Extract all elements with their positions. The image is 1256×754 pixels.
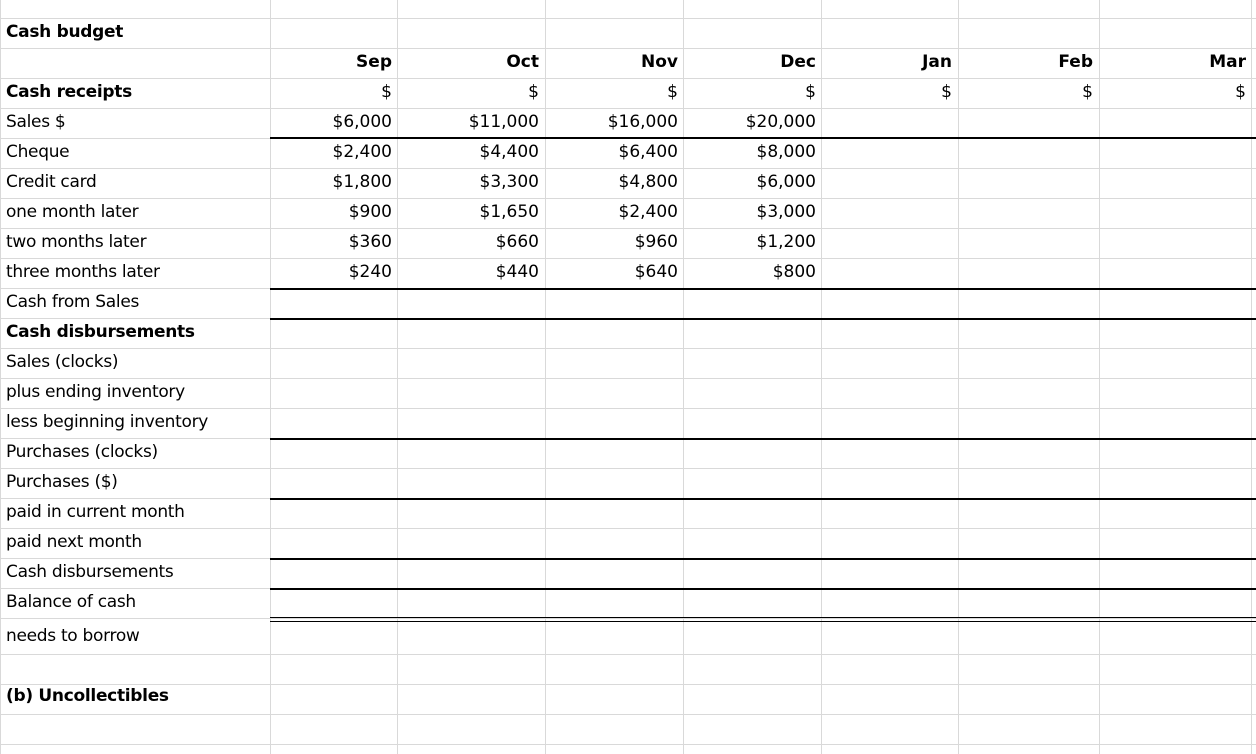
row-gridline <box>0 528 1256 529</box>
row-gridline <box>0 744 1256 745</box>
column-gridline <box>1251 0 1252 754</box>
row-gridline <box>0 408 1256 409</box>
row-label[interactable]: Balance of cash <box>6 592 136 612</box>
value-cell[interactable]: $900 <box>348 202 392 222</box>
border-line <box>270 137 1256 139</box>
row-gridline <box>0 108 1256 109</box>
value-cell[interactable]: $1,200 <box>756 232 816 252</box>
currency-symbol[interactable]: $ <box>1235 82 1246 102</box>
row-gridline <box>0 714 1256 715</box>
row-gridline <box>0 654 1256 655</box>
value-cell[interactable]: $1,800 <box>332 172 392 192</box>
column-gridline <box>821 0 822 754</box>
value-cell[interactable]: $660 <box>495 232 539 252</box>
value-cell[interactable]: $3,000 <box>756 202 816 222</box>
row-label[interactable]: Cash disbursements <box>6 322 195 342</box>
row-label[interactable]: paid in current month <box>6 502 185 522</box>
value-cell[interactable]: $800 <box>772 262 816 282</box>
row-label[interactable]: Cash from Sales <box>6 292 140 312</box>
currency-symbol[interactable]: $ <box>1082 82 1093 102</box>
row-label[interactable]: Purchases ($) <box>6 472 118 492</box>
value-cell[interactable]: $2,400 <box>332 142 392 162</box>
month-header-mar[interactable]: Mar <box>1209 52 1246 72</box>
row-gridline <box>0 468 1256 469</box>
row-label[interactable]: three months later <box>6 262 160 282</box>
column-gridline <box>1099 0 1100 754</box>
row-label[interactable]: Cash receipts <box>6 82 132 102</box>
month-header-jan[interactable]: Jan <box>922 52 952 72</box>
border-line <box>270 588 1256 590</box>
column-gridline <box>683 0 684 754</box>
row-label[interactable]: Purchases (clocks) <box>6 442 158 462</box>
column-gridline <box>0 0 1 754</box>
value-cell[interactable]: $11,000 <box>468 112 539 132</box>
row-gridline <box>0 348 1256 349</box>
month-header-oct[interactable]: Oct <box>506 52 539 72</box>
row-gridline <box>0 168 1256 169</box>
border-line <box>270 288 1256 290</box>
value-cell[interactable]: $16,000 <box>607 112 678 132</box>
value-cell[interactable]: $3,300 <box>479 172 539 192</box>
month-header-sep[interactable]: Sep <box>356 52 392 72</box>
border-line <box>270 558 1256 560</box>
row-label[interactable]: less beginning inventory <box>6 412 209 432</box>
row-label[interactable]: Credit card <box>6 172 97 192</box>
row-gridline <box>0 198 1256 199</box>
border-line <box>270 498 1256 500</box>
value-cell[interactable]: $1,650 <box>479 202 539 222</box>
value-cell[interactable]: $6,000 <box>756 172 816 192</box>
value-cell[interactable]: $960 <box>634 232 678 252</box>
border-line <box>270 318 1256 320</box>
value-cell[interactable]: $6,400 <box>618 142 678 162</box>
row-label[interactable]: needs to borrow <box>6 626 140 646</box>
value-cell[interactable]: $2,400 <box>618 202 678 222</box>
sheet-title[interactable]: Cash budget <box>6 22 124 42</box>
row-label[interactable]: two months later <box>6 232 147 252</box>
value-cell[interactable]: $360 <box>348 232 392 252</box>
row-gridline <box>0 228 1256 229</box>
double-border-line <box>270 617 1256 622</box>
row-label[interactable]: paid next month <box>6 532 142 552</box>
row-label[interactable]: Sales (clocks) <box>6 352 119 372</box>
column-gridline <box>397 0 398 754</box>
row-gridline <box>0 78 1256 79</box>
month-header-feb[interactable]: Feb <box>1058 52 1093 72</box>
value-cell[interactable]: $440 <box>495 262 539 282</box>
value-cell[interactable]: $240 <box>348 262 392 282</box>
column-gridline <box>270 0 271 754</box>
border-line <box>270 438 1256 440</box>
value-cell[interactable]: $6,000 <box>332 112 392 132</box>
column-gridline <box>958 0 959 754</box>
currency-symbol[interactable]: $ <box>805 82 816 102</box>
row-gridline <box>0 48 1256 49</box>
row-gridline <box>0 684 1256 685</box>
value-cell[interactable]: $20,000 <box>745 112 816 132</box>
value-cell[interactable]: $8,000 <box>756 142 816 162</box>
row-gridline <box>0 378 1256 379</box>
value-cell[interactable]: $640 <box>634 262 678 282</box>
row-label[interactable]: plus ending inventory <box>6 382 185 402</box>
row-label[interactable]: Cheque <box>6 142 70 162</box>
month-header-nov[interactable]: Nov <box>641 52 678 72</box>
row-label[interactable]: Sales $ <box>6 112 66 132</box>
row-gridline <box>0 18 1256 19</box>
currency-symbol[interactable]: $ <box>941 82 952 102</box>
row-gridline <box>0 258 1256 259</box>
value-cell[interactable]: $4,400 <box>479 142 539 162</box>
month-header-dec[interactable]: Dec <box>780 52 816 72</box>
currency-symbol[interactable]: $ <box>667 82 678 102</box>
row-label[interactable]: Cash disbursements <box>6 562 174 582</box>
row-label[interactable]: one month later <box>6 202 139 222</box>
row-label[interactable]: (b) Uncollectibles <box>6 686 169 706</box>
value-cell[interactable]: $4,800 <box>618 172 678 192</box>
currency-symbol[interactable]: $ <box>528 82 539 102</box>
column-gridline <box>545 0 546 754</box>
currency-symbol[interactable]: $ <box>381 82 392 102</box>
